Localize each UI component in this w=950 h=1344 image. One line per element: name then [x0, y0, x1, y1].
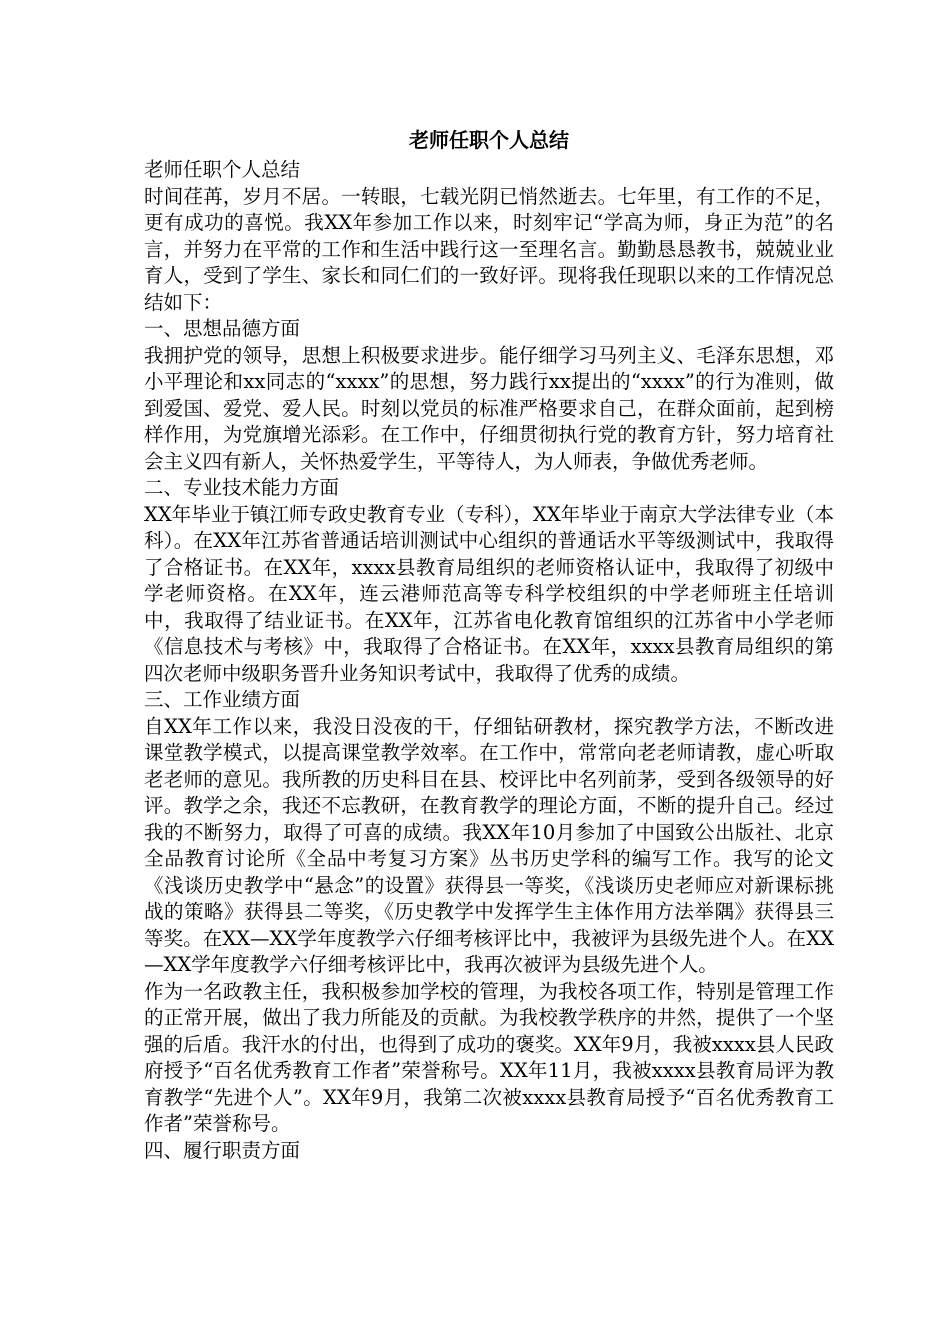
- section-heading-achievements: 三、工作业绩方面: [144, 688, 301, 711]
- section-heading-ideology: 一、思想品德方面: [144, 317, 301, 340]
- ideology-paragraph: 我拥护党的领导，思想上积极要求进步。能仔细学习马列主义、毛泽东思想，邓小平理论和xx同志的“xxxx”的思想，努力践行xx提出的“xxxx”的行为准则，做到爱国、爱党、爱人民。时刻以党员的标准严格要求自己，在群众面前，起到榜样作用，为党旗增光添彩。在工作中，仔细贯彻执行党的教育方针，努力培育社会主义四有新人，关怀热爱学生，平等待人，为人师表，争做优秀老师。: [144, 343, 834, 473]
- doc-subtitle: 老师任职个人总结: [144, 158, 301, 181]
- document-page: [144, 120, 834, 1164]
- document-title: 老师任职个人总结: [409, 128, 569, 152]
- intro-paragraph: 时间荏苒，岁月不居。一转眼，七载光阴已悄然逝去。七年里，有工作的不足，更有成功的喜悦。我XX年参加工作以来，时刻牢记“学高为师，身正为范”的名言，并努力在平常的工作和生活中践行这一至理名言。勤勤恳恳教书，兢兢业业育人，受到了学生、家长和同仁们的一致好评。现将我任现职以来的工作情况总结如下：: [144, 184, 834, 314]
- section-heading-skills: 二、专业技术能力方面: [144, 476, 340, 499]
- management-paragraph: 作为一名政教主任，我积极参加学校的管理，为我校各项工作，特别是管理工作的正常开展，做出了我力所能及的贡献。为我校教学秩序的井然，提供了一个坚强的后盾。我汗水的付出，也得到了成功的褒奖。XX年9月，我被xxxx县人民政府授予“百名优秀教育工作者”荣誉称号。XX年11月，我被xxxx县教育局评为教育教学“先进个人”。XX年9月，我第二次被xxxx县教育局授予“百名优秀教育工作者”荣誉称号。: [144, 979, 834, 1135]
- section-heading-duties: 四、履行职责方面: [144, 1138, 301, 1162]
- skills-paragraph: XX年毕业于镇江师专政史教育专业（专科），XX年毕业于南京大学法律专业（本科）。在XX年江苏省普通话培训测试中心组织的普通话水平等级测试中，我取得了合格证书。在XX年，xxxx县教育局组织的老师资格认证中，我取得了初级中学老师资格。在XX年，连云港师范高等专科学校组织的中学老师班主任培训中，我取得了结业证书。在XX年，江苏省电化教育馆组织的江苏省中小学老师《信息技术与考核》中，我取得了合格证书。在XX年，xxxx县教育局组织的第四次老师中级职务晋升业务知识考试中，我取得了优秀的成绩。: [144, 502, 834, 685]
- document-body: [144, 157, 834, 1164]
- achievements-paragraph: 自XX年工作以来，我没日没夜的干，仔细钻研教材，探究教学方法，不断改进课堂教学模式，以提高课堂教学效率。在工作中，常常向老老师请教，虚心听取老老师的意见。我所教的历史科目在县、校评比中名列前茅，受到各级领导的好评。教学之余，我还不忘教研，在教育教学的理论方面，不断的提升自己。经过我的不断努力，取得了可喜的成绩。我XX年10月参加了中国致公出版社、北京全品教育讨论所《全品中考复习方案》丛书历史学科的编写工作。我写的论文《浅谈历史教学中“悬念”的设置》获得县一等奖，《浅谈历史老师应对新课标挑战的策略》获得县二等奖，《历史教学中发挥学生主体作用方法举隅》获得县三等奖。在XX—XX学年度教学六仔细考核评比中，我被评为县级先进个人。在XX—XX学年度教学六仔细考核评比中，我再次被评为县级先进个人。: [144, 714, 834, 976]
